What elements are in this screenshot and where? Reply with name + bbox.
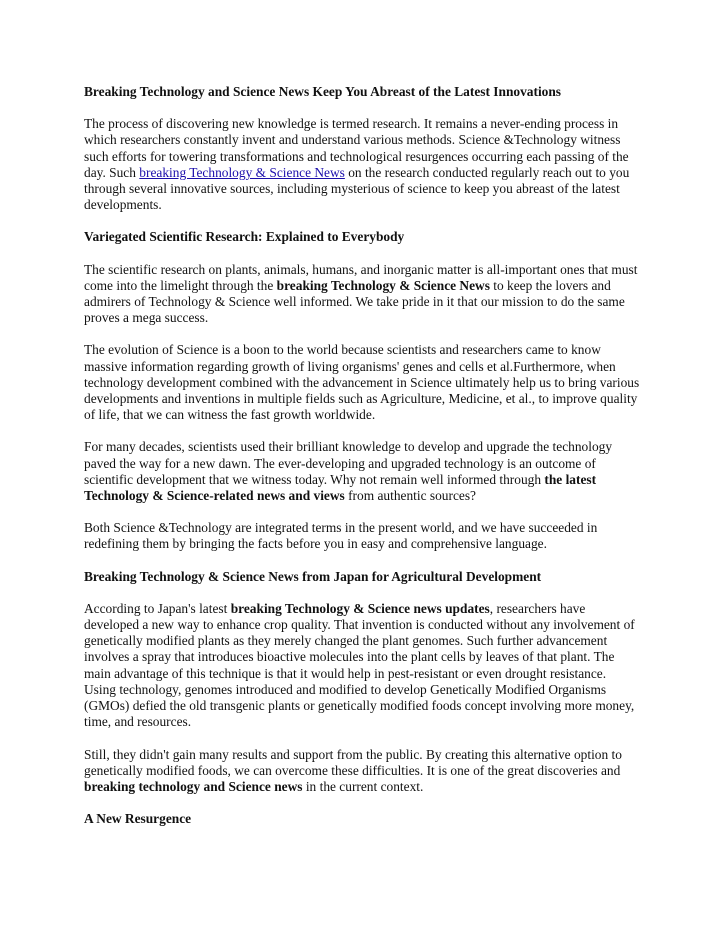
paragraph-japan-text-start: According to Japan's latest [84,600,231,616]
document-page [84,84,640,843]
heading-main: Breaking Technology and Science News Keep You Abreast of the Latest Innovations [84,84,562,99]
paragraph-decades-text-end: from authentic sources? [344,488,477,504]
paragraph-decades-text-start: For many decades, scientists used their brilliant knowledge to develop and upgrade the technology paved the way for a new dawn. The ever-developing and upgraded technology is an outcome of scientific development that we witness today. Why not remain well informed through [84,439,613,487]
breaking-news-link[interactable]: breaking Technology & Science News [139,164,345,180]
paragraph-intro-text-end: on the research conducted regularly reach out to you through several innovative sources, including mysterious of science to keep you abreast of the latest developments. [84,164,630,213]
paragraph-research-text-start: The scientific research on plants, animals, humans, and inorganic matter is all-important ones that must come into the limelight through the [84,261,638,293]
paragraph-support-text-start: Still, they didn't gain many results and support from the public. By creating this alternative option to genetically modified foods, we can overcome these difficulties. It is one of the great discoveries and [84,746,622,778]
heading-variegated-research: Variegated Scientific Research: Explained to Everybody [84,229,405,245]
paragraph-japan-text-end: , researchers have developed a new way to enhance crop quality. That invention is conducted without any involvement of genetically modified plants as they merely changed the plant genomes. Such further advancement involves a spray that introduces bioactive molecules into the plant cells by leaves of that plant. The main advantage of this technique is that it would help in pest-resistant or even drought resistance. Using technology, genomes introduced and modified to develop Genetically Modified Organisms (GMOs) defied the old transgenic plants or genetically modified foods concept involving more money, time, and resources. [84,600,635,730]
paragraph-decades-bold: the latest Technology & Science-related news and views [84,471,597,504]
paragraph-intro [84,116,640,213]
paragraph-integrated: Both Science &Technology are integrated terms in the present world, and we have succeeded in redefining them by bringing the facts before you in easy and comprehensive language. [84,520,598,552]
paragraph-support-bold: breaking technology and Science news [84,778,303,794]
paragraph-support-text-end: in the current context. [302,778,424,794]
paragraph-research-bold: breaking Technology & Science News [276,277,490,293]
paragraph-intro-text-start: The process of discovering new knowledge is termed research. It remains a never-ending process in which researchers constantly invent and understand various methods. Science &Technology witness such efforts for towering transformations and technological resurgences occurring each passing of the day. Such [84,116,629,180]
paragraph-support [84,747,640,796]
paragraph-evolution: The evolution of Science is a boon to the world because scientists and researchers came to know massive information regarding growth of living organisms' genes and cells et al.Furthermore, when technology development combined with the advancement in Science ultimately help us to bring various developments and inventions in multiple fields such as Agriculture, Medicine, et al., to improve quality of life, that we can witness the fast growth worldwide. [84,342,640,423]
heading-new-resurgence: A New Resurgence [84,811,192,827]
paragraph-decades [84,439,640,504]
paragraph-research-text-end: to keep the lovers and admirers of Technology & Science well informed. We take pride in it that our mission to do the same proves a mega success. [84,277,625,326]
paragraph-japan [84,601,640,731]
paragraph-japan-bold: breaking Technology & Science news updates [230,600,490,616]
paragraph-research [84,262,640,327]
heading-japan-agriculture: Breaking Technology & Science News from Japan for Agricultural Development [84,568,542,584]
